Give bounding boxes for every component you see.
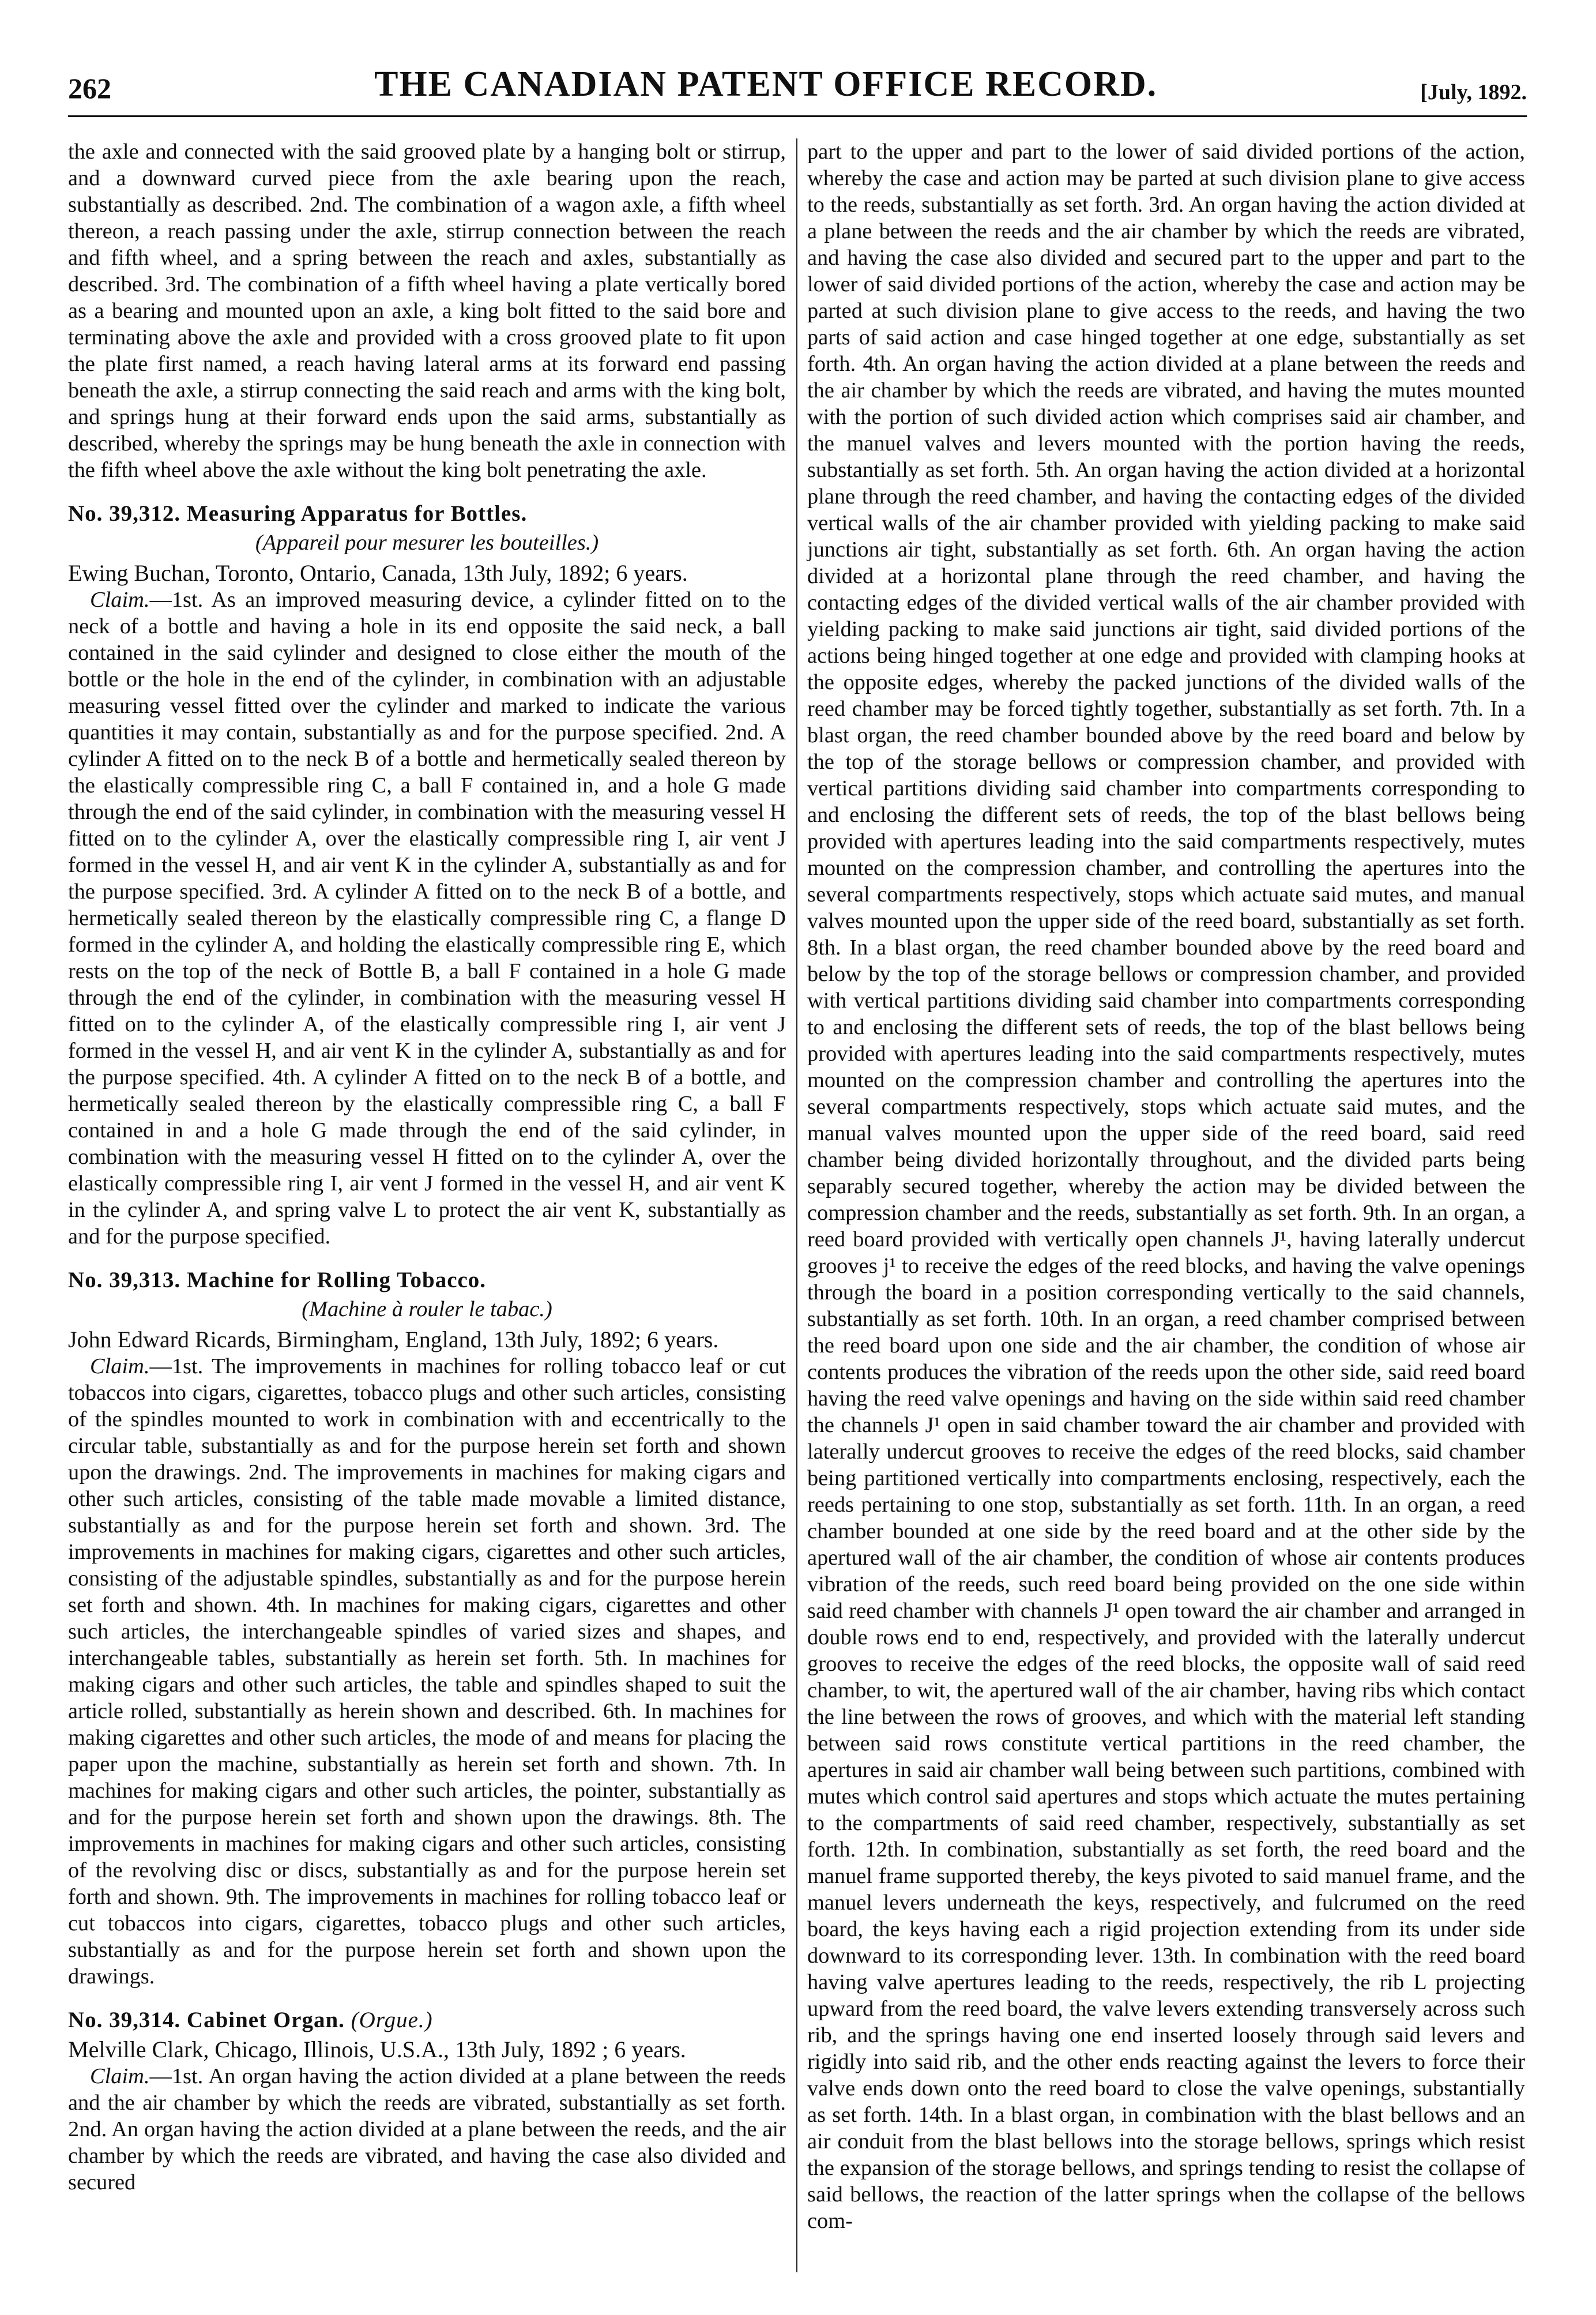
inventor-line: John Edward Ricards, Birmingham, England, 13th July, 1892; 6 years. bbox=[68, 1326, 719, 1352]
claim-paragraph bbox=[68, 1353, 786, 1990]
inventor-line: Melville Clark, Chicago, Illinois, U.S.A., 13th July, 1892 ; 6 years. bbox=[68, 2036, 686, 2062]
running-title: THE CANADIAN PATENT OFFICE RECORD. bbox=[374, 65, 1158, 104]
french-title: (Appareil pour mesurer les bouteilles.) bbox=[255, 531, 599, 555]
patent-number: No. 39,314. bbox=[68, 2008, 181, 2032]
continuation-paragraph: the axle and connected with the said grooved plate by a hanging bolt or stirrup, and a downward curved piece from the axle bearing upon the reach, substantially as described. 2nd. The combination of a wagon axle, a fifth wheel thereon, a reach passing under the axle, stirrup connection between the reach and fifth wheel, and a spring between the reach and axles, substantially as described. 3rd. The combination of a fifth wheel having a plate vertically bored as a bearing and mounted upon an axle, a king bolt fitted to the said bore and terminating above the axle and provided with a cross grooved plate to fit upon the plate first named, a reach having lateral arms at its forward end passing beneath the axle, a stirrup connecting the said reach and arms with the king bolt, and springs hung at their forward ends upon the said arms, substantially as described, whereby the springs may be hung beneath the axle in connection with the fifth wheel above the axle without the king bolt penetrating the axle. bbox=[68, 140, 786, 482]
claim-paragraph bbox=[68, 2063, 786, 2196]
inventor-line: Ewing Buchan, Toronto, Ontario, Canada, 13th July, 1892; 6 years. bbox=[68, 560, 688, 586]
patent-number: No. 39,312. bbox=[68, 501, 181, 526]
patent-title: Measuring Apparatus for Bottles. bbox=[186, 501, 528, 526]
right-column bbox=[807, 138, 1525, 2234]
issue-date: [July, 1892. bbox=[1420, 80, 1527, 104]
page-header bbox=[68, 53, 1527, 105]
column-divider bbox=[796, 138, 797, 2272]
claim-text: —1st. The improvements in machines for rolling tobacco leaf or cut tobaccos into cigars, cigarettes, tobacco plugs and other such articles, consisting of the spindles mounted to work in combination with and eccentrically to the circular table, substantially as and for the purpose herein set forth and shown upon the drawings. 2nd. The improvements in machines for making cigars and other such articles, consisting of the table made movable a limited distance, substantially as and for the purpose herein set forth and shown. 3rd. The improvements in machines for making cigars, cigarettes and other such articles, consisting of the adjustable spindles, substantially as and for the purpose herein set forth and shown. 4th. In machines for making cigars, cigarettes and other such articles, the interchangeable spindles of varied sizes and shapes, and interchangeable tables, substantially as herein set forth. 5th. In machines for making cigars and other such articles, the table and spindles shaped to suit the article rolled, substantially as herein shown and described. 6th. In machines for making cigarettes and other such articles, the mode of and means for placing the paper upon the machine, substantially as herein set forth and shown. 7th. In machines for making cigars and other such articles, the pointer, substantially as and for the purpose herein set forth and shown upon the drawings. 8th. The improvements in machines for making cigars and other such articles, consisting of the revolving disc or discs, substantially as and for the purpose herein set forth and shown. 9th. The improvements in machines for rolling tobacco leaf or cut tobaccos into cigars, cigarettes, tobacco plugs and other such articles, substantially as and for the purpose herein set forth and shown upon the drawings. bbox=[68, 1354, 786, 1989]
claim-label: Claim. bbox=[90, 2064, 150, 2088]
claim-text: —1st. As an improved measuring device, a cylinder fitted on to the neck of a bottle and having a hole in its end opposite the said neck, a ball contained in the said cylinder and designed to close either the mouth of the bottle or the hole in the end of the cylinder, in combination with an adjustable measuring vessel fitted over the cylinder and marked to indicate the various quantities it may contain, substantially as and for the purpose specified. 2nd. A cylinder A fitted on to the neck B of a bottle and hermetically sealed thereon by the elastically compressible ring C, a ball F contained in, and a hole G made through the end of the said cylinder, in combination with the measuring vessel H fitted on to the cylinder A, over the elastically compressible ring I, air vent J formed in the vessel H, and air vent K in the cylinder A, substantially as and for the purpose specified. 3rd. A cylinder A fitted on to the neck B of a bottle, and hermetically sealed thereon by the elastically compressible ring C, a flange D formed in the cylinder A, and holding the elastically compressible ring E, which rests on the top of the neck of Bottle B, a ball F contained in a hole G made through the end of the cylinder, in combination with the measuring vessel H fitted on to the cylinder A, of the elastically compressible ring I, air vent J formed in the vessel H, and air vent K in the cylinder A, substantially as and for the purpose specified. 4th. A cylinder A fitted on to the neck B of a bottle, and hermetically sealed thereon by the elastically compressible ring C, a ball F contained in and a hole G made through the end of the said cylinder, in combination with the measuring vessel H fitted on to the cylinder A, over the elastically compressible ring I, air vent J formed in the vessel H, and air vent K in the cylinder A, and spring valve L to protect the air vent K, substantially as and for the purpose specified. bbox=[68, 588, 786, 1249]
patent-number: No. 39,313. bbox=[68, 1268, 181, 1292]
continued-claims: part to the upper and part to the lower of said divided portions of the action, whereby the case and action may be parted at such division plane to give access to the reeds, substantially as set forth. 3rd. An organ having the action divided at a plane between the reeds and the air chamber by which the reeds are vibrated, and having the case also divided and secured part to the upper and part to the lower of said divided portions of the action, whereby the case and action may be parted at such division plane to give access to the reeds, and having the two parts of said action and case hinged together at one edge, substantially as set forth. 4th. An organ having the action divided at a plane between the reeds and the air chamber by which the reeds are vibrated, and having the mutes mounted with the portion of such divided action which comprises said air chamber, and the manuel valves and levers mounted with the portion having the reeds, substantially as set forth. 5th. An organ having the action divided at a horizontal plane through the reed chamber, and having the contacting edges of the divided vertical walls of the air chamber provided with yielding packing to make said junctions air tight, substantially as set forth. 6th. An organ having the action divided at a horizontal plane through the reed chamber, and having the contacting edges of the divided vertical walls of the air chamber provided with yielding packing to make said junctions air tight, said divided portions of the actions being hinged together at one edge and provided with clamping hooks at the opposite edges, whereby the packed junctions of the divided walls of the reed chamber may be forced tightly together, substantially as set forth. 7th. In a blast organ, the reed chamber bounded above by the reed board and below by the top of the storage bellows or compression chamber, and provided with vertical partitions dividing said chamber into compartments corresponding to and enclosing the different sets of reeds, the top of the blast bellows being provided with apertures leading into the said compartments respectively, mutes mounted on the compression chamber, and controlling the apertures into the several compartments respectively, stops which actuate said mutes, and manual valves mounted upon the upper side of the reed board, substantially as set forth. 8th. In a blast organ, the reed chamber bounded above by the reed board and below by the top of the storage bellows or compression chamber, and provided with vertical partitions dividing said chamber into compartments corresponding to and enclosing the different sets of reeds, the top of the blast bellows being provided with apertures leading into the said compartments respectively, mutes mounted on the compression chamber and controlling the apertures into the several compartments respectively, stops which actuate said mutes, and the manual valves mounted upon the upper side of the reed board, said reed chamber being divided horizontally throughout, and the divided parts being separably secured together, whereby the action may be divided between the compression chamber and the reeds, substantially as set forth. 9th. In an organ, a reed board provided with vertically open channels J¹, having laterally undercut grooves j¹ to receive the edges of the reed blocks, and having the valve openings through the board in a position corresponding vertically to the said channels, substantially as set forth. 10th. In an organ, a reed chamber comprised between the reed board upon one side and the air chamber, the condition of whose air contents produces the vibration of the reeds upon the other side, said reed board having the reed valve openings and having on the side within said reed chamber the channels J¹ open in said chamber toward the air chamber and provided with laterally undercut grooves to receive the edges of the reed blocks, said chamber being partitioned vertically into compartments enclosing, respectively, each the reeds pertaining to one stop, substantially as set forth. 11th. In an organ, a reed chamber bounded at one side by the reed board and at the other side by the apertured wall of the air chamber, the condition of whose air contents produces vibration of the reeds, such reed board being provided on the one side within said reed chamber with channels J¹ open toward the air chamber and arranged in double rows end to end, respectively, and provided with the laterally undercut grooves to receive the edges of the reed blocks, the opposite wall of said reed chamber, to wit, the apertured wall of the air chamber, having ribs which contact the line between the rows of grooves, and which with the material left standing between said rows constitute vertical partitions in the reed chamber, the apertures in said air chamber wall being between such partitions, combined with mutes which control said apertures and stops which actuate the mutes pertaining to the compartments of said reed chamber, respectively, substantially as set forth. 12th. In combination, substantially as set forth, the reed board and the manuel frame supported thereby, the keys pivoted to said manuel frame, and the manuel levers underneath the keys, respectively, and fulcrumed on the reed board, the keys having each a rigid projection extending from its under side downward to its corresponding lever. 13th. In combination with the reed board having valve apertures leading to the reeds, respectively, the rib L projecting upward from the reed board, the valve levers extending transversely across such rib, and the springs having one end inserted loosely through said levers and rigidly into said rib, and the other ends reacting against the levers to force their valve ends down onto the reed board to close the valve openings, substantially as set forth. 14th. In a blast organ, in combination with the blast bellows and an air conduit from the blast bellows into the storage bellows, springs which resist the expansion of the storage bellows, and springs tending to resist the collapse of said bellows, the reaction of the latter springs when the collapse of the bellows com- bbox=[807, 140, 1525, 2233]
claim-text: —1st. An organ having the action divided at a plane between the reeds and the air chamber by which the reeds are vibrated, substantially as set forth. 2nd. An organ having the action divided at a plane between the reeds, and the air chamber by which the reeds are vibrated, and having the case also divided and secured bbox=[68, 2064, 786, 2194]
header-rule bbox=[68, 115, 1527, 117]
patent-heading-39313 bbox=[68, 1267, 786, 1294]
patent-heading-39312 bbox=[68, 501, 786, 527]
french-title: (Machine à rouler le tabac.) bbox=[302, 1297, 552, 1321]
page-number: 262 bbox=[68, 72, 111, 104]
patent-title: Cabinet Organ. bbox=[186, 2008, 345, 2032]
patent-heading-39314 bbox=[68, 2007, 786, 2034]
left-column bbox=[68, 138, 786, 2196]
claim-paragraph bbox=[68, 587, 786, 1250]
claim-label: Claim. bbox=[90, 1354, 150, 1378]
patent-title: Machine for Rolling Tobacco. bbox=[186, 1268, 487, 1292]
claim-label: Claim. bbox=[90, 588, 150, 612]
french-title: (Orgue.) bbox=[351, 2008, 433, 2032]
